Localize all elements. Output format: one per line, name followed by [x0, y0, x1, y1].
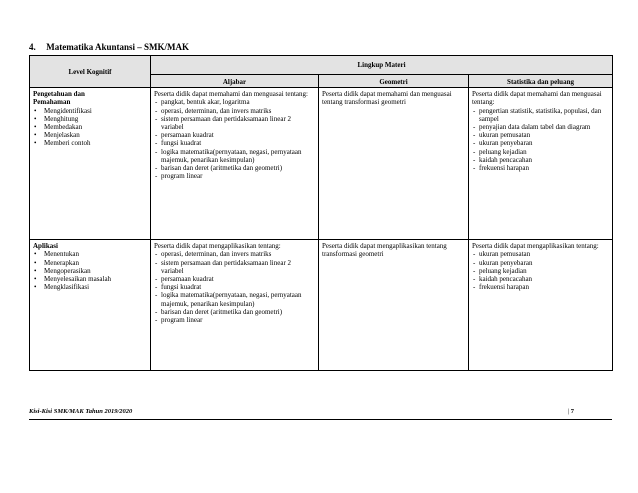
- list-item: • Menyelesaikan masalah: [33, 275, 147, 283]
- list-item: • Menentukan: [33, 250, 147, 258]
- list-item: - logika matematika(pernyataan, negasi, pernyataan majemuk, penarikan kesimpulan): [154, 291, 315, 307]
- column-header-aljabar: Aljabar: [151, 75, 319, 88]
- list-item: • Mengklasifikasi: [33, 283, 147, 291]
- list-item: - persamaan kuadrat: [154, 131, 315, 139]
- level-title-line-1: Pengetahuan dan: [33, 90, 85, 99]
- materi-list: [472, 250, 609, 291]
- list-item: - penyajian data dalam tabel dan diagram: [472, 123, 609, 131]
- table-row-aplikasi: [30, 240, 613, 371]
- list-item: • Menghitung: [33, 115, 147, 123]
- lingkup-materi-header: Lingkup Materi: [151, 56, 613, 75]
- level-list: [33, 107, 147, 148]
- level-cell-pengetahuan: [30, 88, 151, 240]
- aljabar-cell-pengetahuan: [151, 88, 319, 240]
- statistika-cell-pengetahuan: [469, 88, 613, 240]
- list-item: - fungsi kuadrat: [154, 283, 315, 291]
- cell-text: Peserta didik dapat mengaplikasikan tentang transformasi geometri: [322, 242, 447, 259]
- list-item: - sistem persamaan dan pertidaksamaan linear 2 variabel: [154, 259, 315, 275]
- materi-list: [154, 250, 315, 324]
- list-item: - persamaan kuadrat: [154, 275, 315, 283]
- list-item: - pengertian statistik, statistika, populasi, dan sampel: [472, 107, 609, 123]
- list-item: - program linear: [154, 172, 315, 180]
- list-item: - ukuran pemusatan: [472, 131, 609, 139]
- materi-list: [154, 98, 315, 180]
- page-number: 7: [570, 408, 574, 415]
- list-item: • Mengoperasikan: [33, 267, 147, 275]
- level-title: Aplikasi: [33, 242, 58, 251]
- list-item: - frekuensi harapan: [472, 164, 609, 172]
- list-item: - ukuran pemusatan: [472, 250, 609, 258]
- page-footer: [29, 408, 612, 420]
- column-header-statistika: Statistika dan peluang: [469, 75, 613, 88]
- geometri-cell-pengetahuan: [319, 88, 469, 240]
- section-title: Matematika Akuntansi – SMK/MAK: [46, 42, 190, 52]
- list-item: - sistem persamaan dan pertidaksamaan linear 2 variabel: [154, 115, 315, 131]
- list-item: - ukuran penyebaran: [472, 139, 609, 147]
- cell-intro: Peserta didik dapat mengaplikasikan tentang:: [472, 242, 599, 251]
- list-item: - fungsi kuadrat: [154, 139, 315, 147]
- list-item: - peluang kejadian: [472, 148, 609, 156]
- kisi-kisi-table: [29, 55, 613, 371]
- list-item: • Memberi contoh: [33, 139, 147, 147]
- list-item: - logika matematika(pernyataan, negasi, pernyataan majemuk, penarikan kesimpulan): [154, 148, 315, 164]
- list-item: • Mengidentifikasi: [33, 107, 147, 115]
- list-item: - pangkat, bentuk akar, logaritma: [154, 98, 315, 106]
- geometri-cell-aplikasi: [319, 240, 469, 371]
- column-header-geometri: Geometri: [319, 75, 469, 88]
- list-item: - peluang kejadian: [472, 267, 609, 275]
- section-heading: [29, 42, 189, 52]
- cell-intro: Peserta didik dapat memahami dan menguasai tentang:: [154, 90, 308, 99]
- cell-intro: Peserta didik dapat memahami dan menguasai tentang:: [472, 90, 602, 107]
- list-item: • Membedakan: [33, 123, 147, 131]
- materi-list: [472, 107, 609, 173]
- list-item: • Menjelaskan: [33, 131, 147, 139]
- list-item: - operasi, determinan, dan invers matriks: [154, 107, 315, 115]
- list-item: • Menerapkan: [33, 259, 147, 267]
- list-item: - barisan dan deret (aritmetika dan geometri): [154, 164, 315, 172]
- cell-text: Peserta didik dapat memahami dan menguasai tentang transformasi geometri: [322, 90, 452, 107]
- list-item: - frekuensi harapan: [472, 283, 609, 291]
- cell-intro: Peserta didik dapat mengaplikasikan tentang:: [154, 242, 281, 251]
- footer-document-title: Kisi-Kisi SMK/MAK Tahun 2019/2020: [29, 408, 133, 415]
- level-cell-aplikasi: [30, 240, 151, 371]
- list-item: - ukuran penyebaran: [472, 259, 609, 267]
- statistika-cell-aplikasi: [469, 240, 613, 371]
- footer-separator: |: [567, 408, 570, 415]
- list-item: - barisan dan deret (aritmetika dan geometri): [154, 308, 315, 316]
- list-item: - kaidah pencacahan: [472, 275, 609, 283]
- level-list: [33, 250, 147, 291]
- section-number: 4.: [29, 42, 36, 52]
- table-row-pengetahuan: [30, 88, 613, 240]
- level-kognitif-header: Level Kognitif: [30, 56, 151, 88]
- list-item: - operasi, determinan, dan invers matriks: [154, 250, 315, 258]
- aljabar-cell-aplikasi: [151, 240, 319, 371]
- level-title-line-2: Pemahaman: [33, 98, 71, 107]
- list-item: - program linear: [154, 316, 315, 324]
- list-item: - kaidah pencacahan: [472, 156, 609, 164]
- footer-page-number-group: [568, 408, 574, 415]
